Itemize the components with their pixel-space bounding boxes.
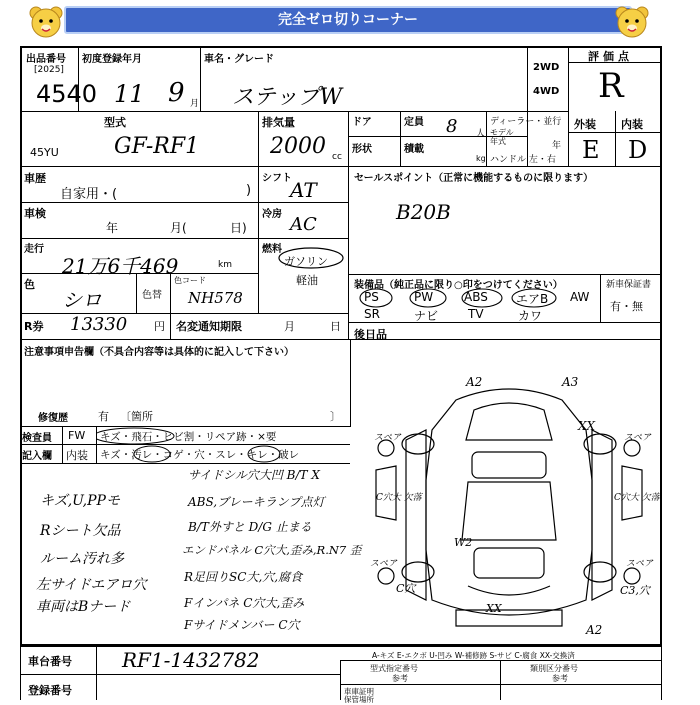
ac-label: 冷房 xyxy=(262,209,282,220)
class-category-label: 類別区分番号 xyxy=(530,664,578,673)
handle-label: ハンドル 左・右 xyxy=(490,155,556,165)
equipment-item: TV xyxy=(468,307,484,321)
remark-line: 車両はBナード xyxy=(36,599,131,615)
registration-number-label: 登録番号 xyxy=(28,684,72,697)
inspection-label: 車検 xyxy=(24,207,46,220)
remark-line: エンドパネル C穴大,歪み,R.N7 歪 xyxy=(182,543,362,557)
color-change-label: 色替 xyxy=(142,290,162,301)
registration-month: 9 xyxy=(168,78,185,108)
warranty-label: 新車保証書 xyxy=(606,280,652,290)
score-value: R xyxy=(598,66,624,106)
remark-line: 左サイドエアロ穴 xyxy=(36,577,147,593)
model-grade-label: 車名・グレード xyxy=(204,54,274,65)
repair-close: 〕 xyxy=(330,410,341,423)
shape-label: 形状 xyxy=(352,144,372,155)
equipment-item: AW xyxy=(570,290,590,304)
remark-line: B/T外すと D/G 止まる xyxy=(188,520,312,534)
lot-number-label: 出品番号 xyxy=(26,54,66,65)
interior-check-items: キズ・汚レ・コゲ・穴・スレ・キレ・破レ xyxy=(100,449,300,461)
diagram-mark: A2 xyxy=(466,375,483,389)
rear-items-label: 後日品 xyxy=(354,328,387,341)
remarks-right xyxy=(180,466,360,636)
shift-label: シフト xyxy=(262,173,292,184)
sales-point-value: B20B xyxy=(396,200,451,224)
capacity-value: 8 xyxy=(446,116,458,137)
capacity-unit: 人 xyxy=(476,129,486,139)
type-label: 型式 xyxy=(104,116,126,129)
diagram-mark: C穴大 欠落 xyxy=(614,493,660,503)
repair-history-value: 有 xyxy=(98,410,109,423)
exterior-grade: E xyxy=(582,136,600,164)
door-label: ドア xyxy=(352,117,372,128)
model-year-label-1: モデル xyxy=(490,128,514,137)
year-unit: 年 xyxy=(552,141,562,151)
drive-2wd: 2WD xyxy=(533,62,560,73)
year-tag: [2025] xyxy=(34,65,64,75)
notice-label: 名変通知期限 xyxy=(176,320,242,333)
diagram-mark: C穴大 欠落 xyxy=(376,493,422,503)
diagram-mark: C3,穴 xyxy=(620,584,650,597)
remark-line: ABS,ブレーキランプ点灯 xyxy=(188,495,325,509)
fuel-circle-mark xyxy=(276,246,346,270)
lot-number: 4540 xyxy=(36,80,98,108)
small-code: 45YU xyxy=(30,146,59,159)
reference-label-left: 参考 xyxy=(392,674,408,683)
equipment-item: ABS xyxy=(464,290,488,304)
ac-value: AC xyxy=(290,214,317,235)
warranty-value: 有・無 xyxy=(610,300,643,313)
diagram-legend: A-キズ E-エクボ U-凹み W-補修跡 S-サビ C-腐食 XX-交換済 xyxy=(372,651,575,660)
diagram-mark: C穴 xyxy=(396,582,416,595)
inspector-label-1: 検査員 xyxy=(22,433,52,444)
diagram-mark: A3 xyxy=(562,375,579,389)
diagram-mark: スペア xyxy=(374,433,402,443)
color-label: 色 xyxy=(24,278,35,291)
diagram-mark: スペア xyxy=(624,433,652,443)
model-year-label-2: 年式 xyxy=(490,137,506,146)
fw-items: キズ・飛石・ヒビ割・リペア跡・×要 xyxy=(100,431,277,443)
diagram-mark: スペア xyxy=(370,559,398,569)
notes-label: 注意事項申告欄（不具合内容等は具体的に記入して下さい） xyxy=(24,347,294,358)
history-value: 自家用・( xyxy=(60,187,118,202)
type-value: GF-RF1 xyxy=(114,134,200,159)
month-suffix: 月 xyxy=(190,99,200,109)
remark-line: Fサイドメンバー C穴 xyxy=(184,618,300,632)
inspection-year: 年 xyxy=(106,221,119,235)
garage-certificate-label: 車庫証明 xyxy=(344,687,374,696)
displacement-value: 2000 xyxy=(270,134,326,159)
header-banner xyxy=(64,6,632,34)
fuel-gasoline: ガソリン xyxy=(284,255,328,268)
remark-line: ルーム汚れ多 xyxy=(40,551,124,567)
model-name: ステップW xyxy=(232,85,343,110)
recycle-label: R券 xyxy=(24,320,44,333)
color-code-value: NH578 xyxy=(188,289,243,307)
mileage-value: 21万6千469 xyxy=(62,254,179,278)
banner-title: 完全ゼロ切りコーナー xyxy=(278,12,418,28)
interior-check-label: 内装 xyxy=(66,449,88,462)
diagram-mark: W2 xyxy=(454,536,473,549)
displacement-label: 排気量 xyxy=(262,116,295,129)
chassis-number-label: 車台番号 xyxy=(28,655,72,668)
inspection-day: 日) xyxy=(230,221,247,235)
equipment-item: SR xyxy=(364,307,380,321)
fuel-label: 燃料 xyxy=(262,244,282,255)
equipment-label: 装備品（純正品に限り○印をつけてください） xyxy=(354,280,563,291)
remarks-left xyxy=(26,470,186,640)
sales-point-label: セールスポイント（正常に機能するものに限ります） xyxy=(354,173,594,184)
load-label: 積載 xyxy=(404,144,424,155)
inspection-month: 月( xyxy=(170,221,187,235)
km-unit: km xyxy=(218,260,232,270)
equipment-item: エアB xyxy=(516,292,549,306)
bear-mascot-right-icon xyxy=(612,4,652,42)
dealer-label: ディーラー・並行 xyxy=(490,117,562,127)
fuel-diesel: 軽油 xyxy=(296,274,318,287)
car-damage-diagram xyxy=(356,370,662,640)
remark-line: サイドシル穴大凹 B/T X xyxy=(188,468,320,482)
diagram-mark: XX xyxy=(578,419,596,433)
cc-unit: cc xyxy=(332,152,342,162)
diagram-mark: スペア xyxy=(626,559,654,569)
inspector-label-2: 記入欄 xyxy=(22,451,52,462)
history-close: ) xyxy=(246,183,252,198)
equipment-circle-marks xyxy=(358,288,558,310)
reference-label-right: 参考 xyxy=(552,674,568,683)
yen-unit: 円 xyxy=(154,320,165,333)
color-value: シロ xyxy=(62,288,102,312)
inspector-circle-marks xyxy=(96,426,352,464)
remark-line: キズ,U,PPモ xyxy=(40,493,120,509)
equipment-item: カワ xyxy=(518,309,543,323)
equipment-item: PS xyxy=(364,290,379,304)
remark-line: R足回りSC大,穴,腐食 xyxy=(184,570,303,584)
first-registration-label: 初度登録年月 xyxy=(82,54,142,65)
chassis-number-value: RF1-1432782 xyxy=(122,648,260,672)
capacity-label: 定員 xyxy=(404,117,424,128)
shift-value: AT xyxy=(290,178,317,202)
diagram-mark: A2 xyxy=(586,623,603,637)
type-designation-label: 型式指定番号 xyxy=(370,664,418,673)
mileage-label: 走行 xyxy=(24,244,44,255)
bear-mascot-left-icon xyxy=(26,4,66,42)
equipment-item: PW xyxy=(414,290,434,304)
history-label: 車歴 xyxy=(24,172,46,185)
interior-grade: D xyxy=(628,136,648,164)
recycle-value: 13330 xyxy=(70,314,128,335)
color-code-label: 色コード xyxy=(174,276,206,285)
interior-label: 内装 xyxy=(621,118,643,131)
diagram-mark: XX xyxy=(486,602,502,615)
notice-month: 月 xyxy=(284,320,295,333)
kg-unit: kg xyxy=(476,154,486,163)
repair-part-label: 〔箇所 xyxy=(120,410,153,423)
exterior-label: 外装 xyxy=(574,118,596,131)
repair-history-label: 修復歴 xyxy=(38,413,68,424)
score-label: 評価点 xyxy=(588,50,633,63)
equipment-item: ナビ xyxy=(414,309,439,323)
remark-line: Fインパネ C穴大,歪み xyxy=(184,596,305,610)
registration-year: 11 xyxy=(114,80,145,108)
notice-day: 日 xyxy=(330,320,341,333)
storage-location-label: 保管場所 xyxy=(344,695,374,704)
remark-line: Rシート欠品 xyxy=(40,523,121,539)
drive-4wd: 4WD xyxy=(533,86,560,97)
fw-label: FW xyxy=(68,429,86,442)
